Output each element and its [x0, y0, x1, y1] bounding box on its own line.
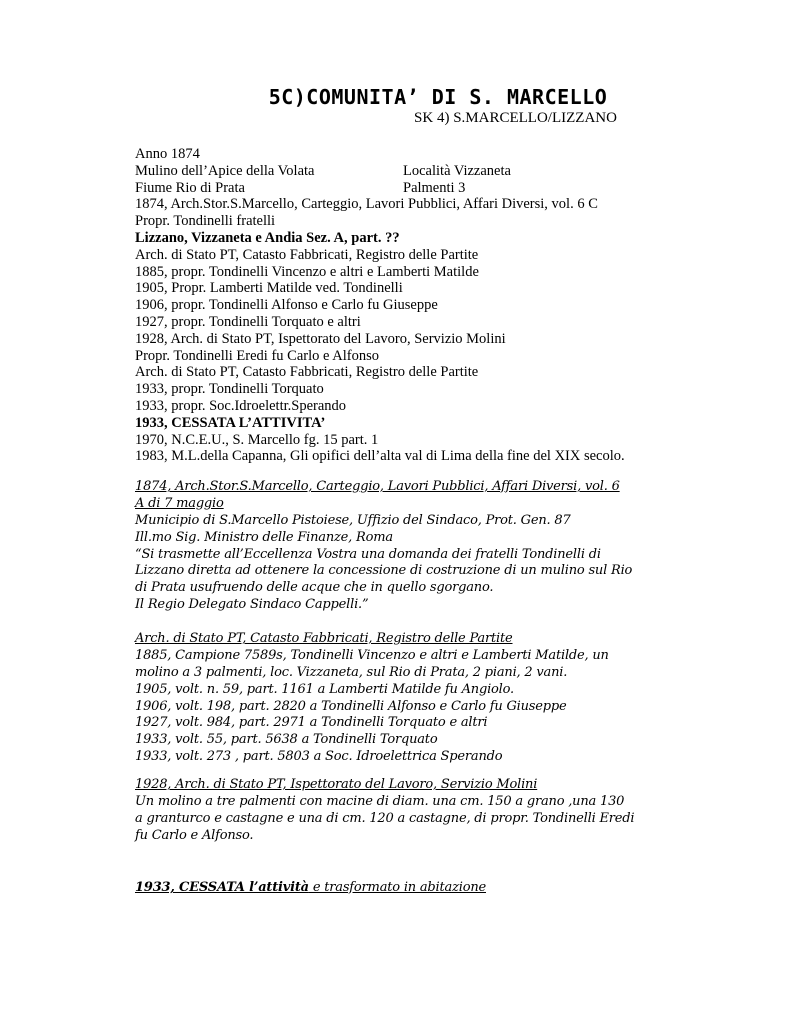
letter-line: di Prata usufruendo delle acque che in quello sgorgano.	[135, 580, 494, 596]
letter-line: “Si trasmette all’Eccellenza Vostra una domanda dei fratelli Tondinelli di	[135, 546, 601, 562]
molini-line: Un molino a tre palmenti con macine di diam. una cm. 150 a grano ,una 130	[135, 793, 625, 809]
letter-line: Il Regio Delegato Sindaco Cappelli.”	[135, 597, 369, 613]
section-catasto	[135, 631, 735, 766]
river: Fiume Rio di Prata	[135, 179, 245, 196]
letter-line: Municipio di S.Marcello Pistoiese, Uffizio del Sindaco, Prot. Gen. 87	[135, 512, 571, 528]
catasto-line: 1933, volt. 55, part. 5638 a Tondinelli Torquato	[135, 732, 438, 748]
closure-bold: 1933, CESSATA l’attività	[135, 880, 309, 895]
palmenti: Palmenti 3	[403, 179, 466, 196]
cadastral-line: Lizzano, Vizzaneta e Andia Sez. A, part. ??	[135, 229, 400, 246]
section-closure	[135, 880, 735, 897]
history-line: 1906, propr. Tondinelli Alfonso e Carlo fu Giuseppe	[135, 297, 438, 314]
history-line: 1933, propr. Soc.Idroelettr.Sperando	[135, 397, 347, 414]
ceased-line: 1933, CESSATA L’ATTIVITA’	[135, 414, 326, 431]
catasto-line: molino a 3 palmenti, loc. Vizzaneta, sul Rio di Prata, 2 piani, 2 vani.	[135, 664, 568, 680]
section-heading: 1928, Arch. di Stato PT, Ispettorato del Lavoro, Servizio Molini	[135, 777, 538, 792]
history-line: 1928, Arch. di Stato PT, Ispettorato del Lavoro, Servizio Molini	[135, 330, 506, 347]
after-line: 1983, M.L.della Capanna, Gli opifici dell’alta val di Lima della fine del XIX secolo.	[135, 448, 625, 465]
catasto-line: 1905, volt. n. 59, part. 1161 a Lamberti Matilde fu Angiolo.	[135, 681, 514, 697]
molini-line: fu Carlo e Alfonso.	[135, 827, 254, 843]
history-line: Arch. di Stato PT, Catasto Fabbricati, Registro delle Partite	[135, 246, 479, 263]
letter-line: Lizzano diretta ad ottenere la concessione di costruzione di un mulino sul Rio	[135, 563, 633, 579]
catasto-line: 1906, volt. 198, part. 2820 a Tondinelli Alfonso e Carlo fu Giuseppe	[135, 698, 567, 714]
history-line: 1933, propr. Tondinelli Torquato	[135, 381, 324, 398]
section-1874-letter	[135, 479, 735, 614]
locality: Località Vizzaneta	[403, 162, 511, 179]
closure-rest: e trasformato in abitazione	[308, 880, 486, 895]
year-line: Anno 1874	[135, 146, 200, 162]
history-line: Arch. di Stato PT, Catasto Fabbricati, Registro delle Partite	[135, 364, 479, 381]
owner-line: Propr. Tondinelli fratelli	[135, 213, 276, 230]
source-line: 1874, Arch.Stor.S.Marcello, Carteggio, Lavori Pubblici, Affari Diversi, vol. 6 C	[135, 196, 598, 213]
summary-block	[135, 146, 755, 465]
catasto-line: 1927, volt. 984, part. 2971 a Tondinelli Torquato e altri	[135, 715, 488, 731]
mill-name: Mulino dell’Apice della Volata	[135, 162, 315, 179]
section-heading: A di 7 maggio	[135, 495, 224, 511]
page-subtitle: SK 4) S.MARCELLO/LIZZANO	[414, 110, 617, 126]
page-title: 5C)COMUNITA’ DI S. MARCELLO	[268, 85, 608, 109]
history-line: 1927, propr. Tondinelli Torquato e altri	[135, 313, 361, 330]
closure-line	[135, 880, 735, 897]
after-line: 1970, N.C.E.U., S. Marcello fg. 15 part. 1	[135, 431, 379, 448]
section-heading: 1874, Arch.Stor.S.Marcello, Carteggio, Lavori Pubblici, Affari Diversi, vol. 6	[135, 479, 620, 494]
section-heading: Arch. di Stato PT, Catasto Fabbricati, Registro delle Partite	[135, 631, 513, 646]
section-ispettorato	[135, 777, 735, 845]
mill-line	[135, 163, 755, 180]
river-line	[135, 180, 755, 197]
catasto-line: 1885, Campione 7589s, Tondinelli Vincenzo e altri e Lamberti Matilde, un	[135, 647, 609, 663]
molini-line: a granturco e castagne e una di cm. 120 a castagne, di propr. Tondinelli Eredi	[135, 810, 635, 826]
history-line: Propr. Tondinelli Eredi fu Carlo e Alfonso	[135, 347, 379, 364]
letter-line: Ill.mo Sig. Ministro delle Finanze, Roma	[135, 529, 393, 545]
catasto-line: 1933, volt. 273 , part. 5803 a Soc. Idroelettrica Sperando	[135, 749, 503, 765]
history-line: 1885, propr. Tondinelli Vincenzo e altri e Lamberti Matilde	[135, 263, 479, 280]
history-line: 1905, Propr. Lamberti Matilde ved. Tondinelli	[135, 280, 403, 297]
